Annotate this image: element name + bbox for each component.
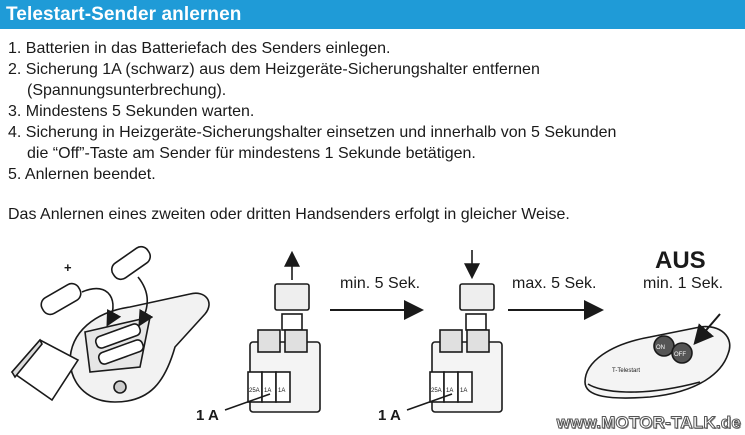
remote-off-label: OFF: [674, 352, 686, 358]
fuse-holder-icon: [225, 254, 320, 412]
remote-brand-label: T-Telestart: [612, 368, 641, 374]
fuse-label: 1 A: [196, 407, 219, 424]
procedure-illustration: [0, 232, 745, 435]
watermark: www.MOTOR-TALK.de: [556, 413, 741, 432]
step-text: 5. Anlernen beendet.: [8, 166, 156, 183]
page-title: Telestart-Sender anlernen: [6, 4, 242, 25]
wait-min-label: min. 5 Sek.: [340, 275, 421, 292]
step-text: 4. Sicherung in Heizgeräte-Sicherungshalter einsetzen und innerhalb von 5 Sekunden: [8, 124, 617, 141]
fuse-slot-label: 1A: [278, 388, 286, 394]
wait-max-label: max. 5 Sek.: [512, 275, 597, 292]
fuse-slot-label: 1A: [446, 388, 454, 394]
aus-duration-label: min. 1 Sek.: [643, 275, 724, 292]
aus-label: AUS: [655, 247, 706, 274]
fuse-slot-label: 1A: [460, 388, 468, 394]
step-item: [8, 38, 738, 59]
fuse-slot-label: 25A: [431, 388, 442, 394]
note-text: Das Anlernen eines zweiten oder dritten Handsenders erfolgt in gleicher Weise.: [8, 206, 570, 223]
instruction-list: [8, 38, 738, 185]
fuse-label: 1 A: [378, 407, 401, 424]
step-item: [8, 101, 738, 122]
step-text: 2. Sicherung 1A (schwarz) aus dem Heizgeräte-Sicherungshalter entfernen: [8, 61, 540, 78]
step-text: 1. Batterien in das Batteriefach des Senders einlegen.: [8, 40, 391, 57]
step-item: [8, 59, 738, 101]
step-item: [8, 122, 738, 164]
fuse-slot-label: 1A: [264, 388, 272, 394]
remote-control-icon: [585, 314, 730, 398]
step-text-continued: die “Off”-Taste am Sender für mindestens 1 Sekunde betätigen.: [27, 145, 476, 162]
remote-open-battery-icon: [12, 244, 209, 402]
step-text-continued: (Spannungsunterbrechung).: [27, 82, 227, 99]
remote-on-label: ON: [656, 345, 665, 351]
fuse-slot-label: 25A: [249, 388, 260, 394]
step-item: [8, 164, 738, 185]
fuse-holder-icon: [407, 250, 502, 412]
battery-plus-sign: +: [64, 260, 72, 275]
step-text: 3. Mindestens 5 Sekunden warten.: [8, 103, 255, 120]
